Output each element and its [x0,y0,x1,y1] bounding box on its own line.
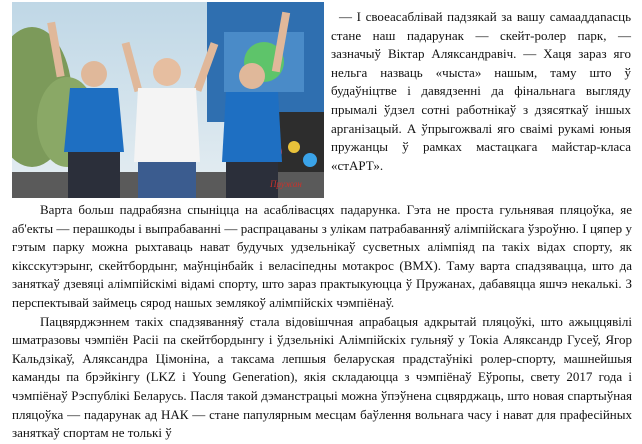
body-paragraph-1: Варта больш падрабязна спыніцца на асаблівасцях падарунка. Гэта не проста гульнявая пляцоўка, яе аб'екты — перашкоды і выпрабаванні — распрацаваны з улікам патрабаванняў алімпійскага ўзроўню. І цяпер у гэтым парку можна рыхтаваць нават будучых удзельнікаў сусветных алімпіяд па такіх відах спорту, як кіксскутэрынг, скейтбордынг, маўнцінбайк і велаcіпедны мотакрос (BMX). Таму варта спадзявацца, што да заняткаў дзевяці алімпійскімі відамі спорту, што зараз практыкуюцца ў Пружанах, дабавяцца яшчэ некалькі. З перспектывай займець сярод нашых землякоў алімпійскіх чэмпіёнаў. [12,202,632,310]
photo-illustration [12,2,324,198]
quote-paragraph: — І своеасаблівай падзякай за вашу самааддanaсць стане наш падарунак — скейт-ролер парк, — зазначыў Віктар Аляксандравіч. — Хаця зараз яго нельга назваць «чыста» нашым, таму што ў будаўніцтве і давядзенні да фінальнага выгляду прымалі ўдзел сотні работнікаў з дзясяткаў іншых арганізацый. А ўпрыгожвалі яго сваімі рукамі юныя пружанцы ў рамках мастацкага майстар-класа «стАРТ». [331,9,631,173]
quote-block [331,8,631,175]
article-photo [12,2,324,198]
article-body [12,201,632,443]
svg-text:Пружан: Пружан [270,179,302,189]
body-paragraph-2: Пацвярджэннем такіх спадзяванняў стала відовішчная апрабацыя адкрытай пляцоўкі, што ажыццявілі шматразовы чэмпіён Расіі па скейтбордынгу і ўдзельнікі Алімпійскіх гульняў у Токіа Аляксандр Гусеў, Ягор Кальдзікаў, Аляксандра Цімоніна, а таксама лепшыя беларуская прадстаўнікі ролер-спорту, машнейшыя каманды па брэйкінгу (LKZ і Young Generation), якія складаюцца з чэмпіёнаў Еўропы, свету 2017 года і чэмпіёнаў Рэспублікі Беларусь. Пасля такой дэманстрацыі можна ўпэўнена сцвярджаць, што новая спартыўная пляцоўка — падарунак ад НАК — стане папулярным месцам баўлення вольнага часу і нават для прафесійных заняткаў спортам не толькі ў [12,313,632,441]
